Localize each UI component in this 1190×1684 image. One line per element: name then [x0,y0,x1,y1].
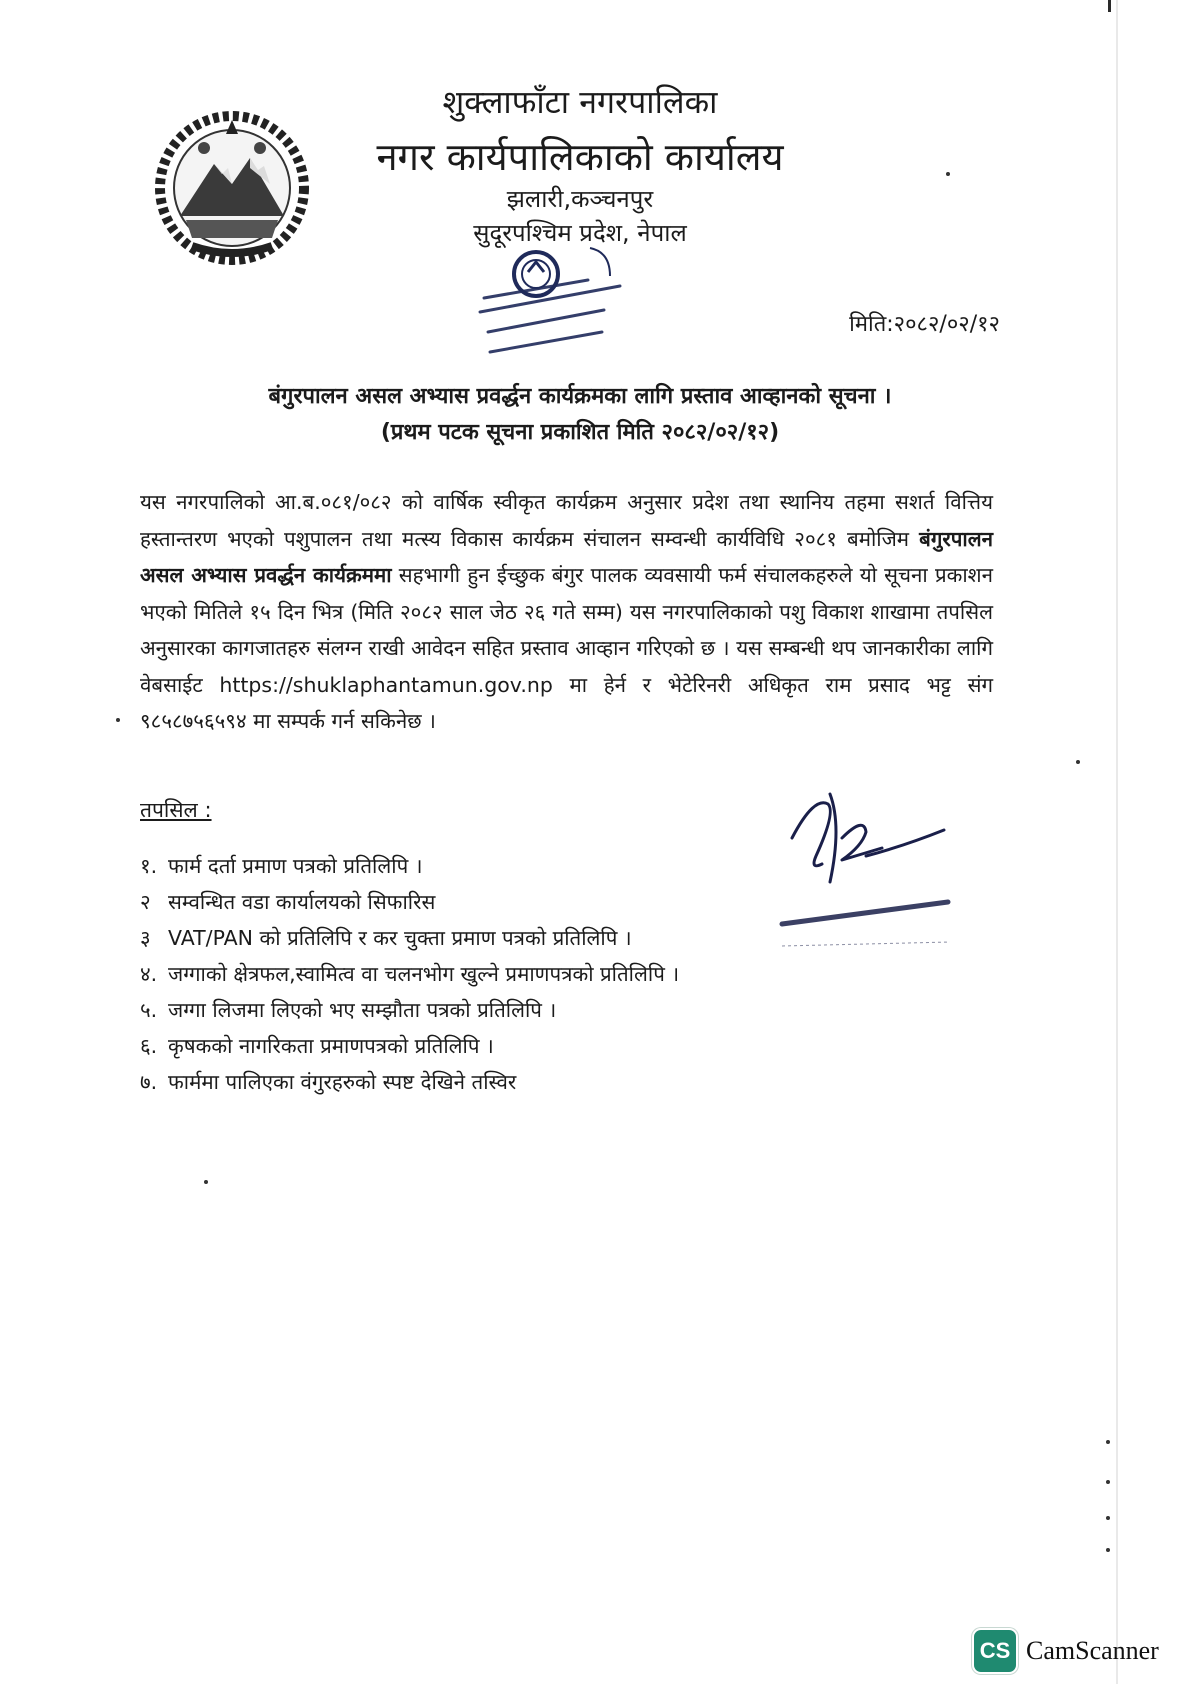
list-item [140,992,679,1028]
list-item-number: ४. [140,962,158,986]
scan-speck [1106,1480,1110,1484]
list-item-text: VAT/PAN को प्रतिलिपि र कर चुक्ता प्रमाण पत्रको प्रतिलिपि । [168,926,632,950]
scan-speck [1076,760,1080,764]
required-documents-list [140,848,679,1100]
scan-speck [946,172,950,176]
list-item [140,1028,679,1064]
list-item-text: सम्वन्धित वडा कार्यालयको सिफारिस [168,890,436,914]
nepal-government-emblem-icon [152,108,312,268]
list-item [140,1064,679,1100]
list-item [140,920,679,956]
scan-speck [1106,1516,1110,1520]
scan-speck [116,718,120,722]
list-item-text: फार्म दर्ता प्रमाण पत्रको प्रतिलिपि । [168,854,423,878]
list-item-number: ७. [140,1070,158,1094]
scan-speck [1106,1548,1110,1552]
scan-speck [1106,1440,1110,1444]
list-heading: तपसिल : [140,798,212,822]
camscanner-watermark [972,1628,1159,1674]
list-item-number: १. [140,854,158,878]
office-province: सुदूरपश्चिम प्रदेश, नेपाल [473,219,687,247]
notice-body [140,484,993,740]
scan-page-edge [1116,0,1118,1684]
office-name: नगर कार्यपालिकाको कार्यालय [376,135,784,179]
list-item-number: ५. [140,998,158,1022]
office-round-stamp-icon [470,236,670,368]
body-text-highlight: बंगुरपालन असल अभ्यास प्रवर्द्धन कार्यक्रममा [140,526,993,587]
office-location: झलारी,कञ्चनपुर [506,185,654,213]
notice-title: बंगुरपालन असल अभ्यास प्रवर्द्धन कार्यक्रमका लागि प्रस्ताव आव्हानको सूचना । [268,384,892,409]
list-item-text: जग्गा लिजमा लिएको भए सम्झौता पत्रको प्रतिलिपि । [168,998,557,1022]
camscanner-label: CamScanner [1026,1636,1159,1665]
camscanner-logo-icon: CS [972,1628,1018,1674]
list-item-text: जग्गाको क्षेत्रफल,स्वामित्व वा चलनभोग खुल्ने प्रमाणपत्रको प्रतिलिपि । [168,962,680,986]
scan-edge-mark [1108,0,1111,12]
list-item-number: २ [140,890,151,914]
list-item [140,956,679,992]
list-item [140,884,679,920]
handwritten-signature-icon [770,786,970,950]
notice-date: मिति:२०८२/०२/१२ [849,312,1000,337]
list-item-text: फार्ममा पालिएका वंगुरहरुको स्पष्ट देखिने तस्विर [168,1070,517,1094]
list-item-text: कृषकको नागरिकता प्रमाणपत्रको प्रतिलिपि । [168,1034,494,1058]
municipality-name: शुक्लाफाँटा नगरपालिका [442,83,718,121]
list-item [140,848,679,884]
list-item-number: ६. [140,1034,158,1058]
body-text-part1: यस नगरपालिको आ.ब.०८१/०८२ को वार्षिक स्वीकृत कार्यक्रम अनुसार प्रदेश तथा स्थानिय तहमा सशर्त वित्तिय हस्तान्तरण भएको पशुपालन तथा मत्स्य विकास कार्यक्रम संचालन सम्वन्धी कार्यविधि २०८१ बमोजिम [140,490,993,551]
body-text-part2: सहभागी हुन ईच्छुक बंगुर पालक व्यवसायी फर्म संचालकहरुले यो सूचना प्रकाशन भएको मितिले १५ दिन भित्र (मिति २०८२ साल जेठ २६ गते सम्म) यस नगरपालिकाको पशु विकाश शाखामा तपसिल अनुसारका कागजातहरु संलग्न राखी आवेदन सहित प्रस्ताव आव्हान गरिएको छ । यस सम्बन्धी थप जानकारीका लागि वेबसाईट https://shuklaphantamun.gov.np मा हेर्न र भेटेरिनरी अधिकृत राम प्रसाद भट्ट संग ९८५८७५६५९४ मा सम्पर्क गर्न सकिनेछ । [140,563,994,733]
scan-speck [204,1180,208,1184]
list-item-number: ३ [140,926,151,950]
notice-subtitle: (प्रथम पटक सूचना प्रकाशित मिति २०८२/०२/१२) [380,420,780,445]
